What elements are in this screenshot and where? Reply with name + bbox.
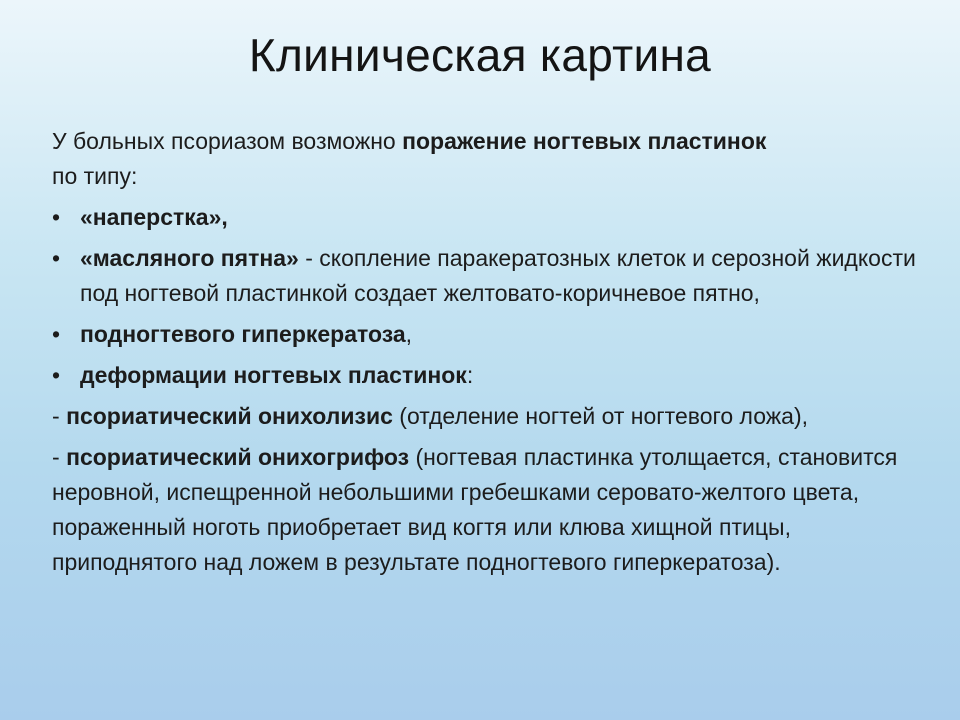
dash-marker: - [52, 403, 60, 429]
bullet-item-deformation [52, 358, 932, 393]
bullet-icon: • [52, 321, 61, 347]
bullet-rest: : [466, 362, 474, 388]
bullet-icon: • [52, 204, 61, 230]
bullet-rest: , [405, 321, 413, 347]
dash-rest: (отделение ногтей от ногтевого ложа), [392, 403, 808, 429]
slide-body [52, 124, 932, 580]
bullet-icon: • [52, 245, 61, 271]
dash-item-onychogryphosis [52, 440, 932, 580]
dash-marker: - [52, 444, 60, 470]
intro-text2: по типу: [52, 163, 138, 189]
bullet-bold: деформации ногтевых пластинок [80, 362, 467, 388]
bullet-item-oil-spot [52, 241, 932, 311]
bullet-item-hyperkeratosis [52, 317, 932, 352]
bullet-bold: «масляного пятна» [80, 245, 299, 271]
slide-title: Клиническая картина [248, 29, 712, 81]
bullet-icon: • [52, 362, 61, 388]
bullet-bold: «наперстка», [80, 204, 228, 230]
intro-paragraph [52, 124, 932, 194]
intro-bold: поражение ногтевых пластинок [402, 128, 767, 154]
bullet-bold: подногтевого гиперкератоза [80, 321, 406, 347]
bullet-item-thimble [52, 200, 932, 235]
intro-text: У больных псориазом возможно [52, 128, 396, 154]
dash-rest: (ногтевая пластинка утолщается, становится неровной, испещренной небольшими гребешками серовато-желтого цвета, пораженный ноготь приобретает вид когтя или клюва хищной птицы, приподнятого над ложем в результате подногтевого гиперкератоза). [52, 444, 898, 575]
bullet-rest: - скопление паракератозных клеток и серозной жидкости под ногтевой пластинкой создает желтовато-коричневое пятно, [80, 245, 916, 306]
dash-bold: псориатический онихолизис [66, 403, 393, 429]
dash-item-onycholysis [52, 399, 932, 434]
dash-bold: псориатический онихогрифоз [66, 444, 410, 470]
